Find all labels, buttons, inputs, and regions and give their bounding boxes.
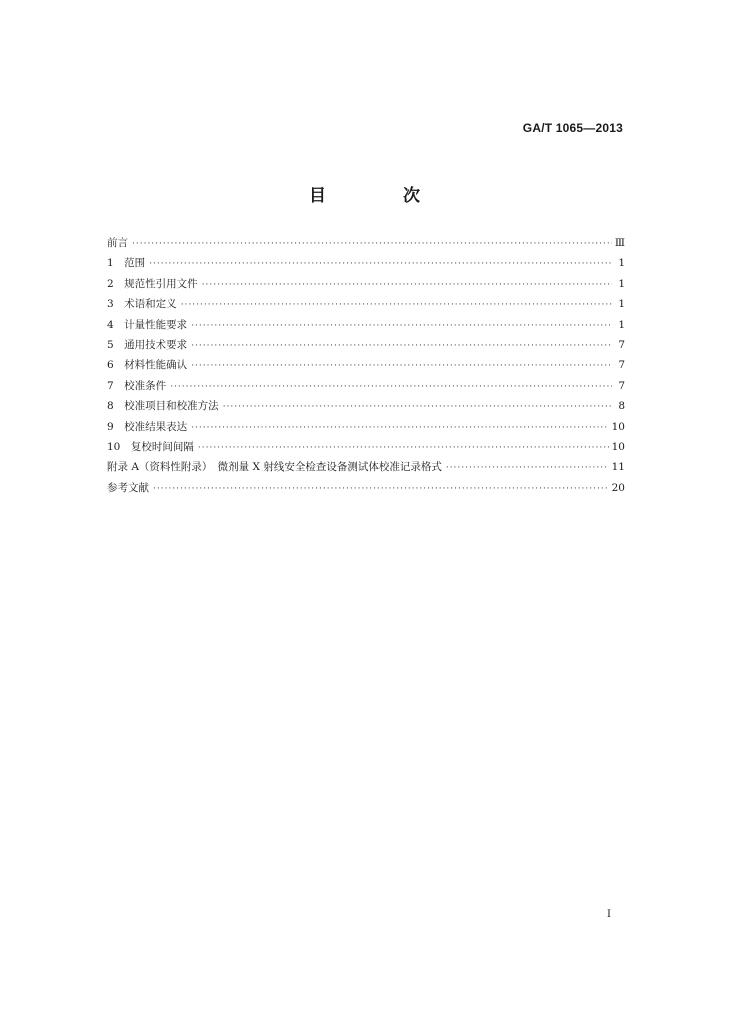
toc-entry-page: 10	[611, 420, 625, 433]
toc-dot-leader	[153, 479, 609, 499]
toc-entry-label: 7 校准条件	[107, 379, 167, 392]
toc-entry-label: 8 校准项目和校准方法	[107, 400, 219, 413]
toc-entry-page: 1	[618, 257, 625, 270]
toc-entry-label: 10 复校时间间隔	[107, 440, 194, 453]
toc-dot-leader	[132, 234, 612, 254]
toc-entry-page: 1	[618, 318, 625, 331]
toc-dot-leader	[446, 458, 609, 478]
toc-entry-label: 附录 A（资料性附录） 微剂量 X 射线安全检查设备测试体校准记录格式	[107, 461, 442, 474]
toc-dot-leader	[191, 418, 608, 438]
toc-entry-bibliography[interactable]	[107, 478, 625, 498]
toc-entry-page: 7	[618, 379, 625, 392]
toc-entry-label: 2 规范性引用文件	[107, 277, 198, 290]
toc-dot-leader	[149, 254, 612, 274]
toc-entry-label: 1 范围	[107, 257, 146, 270]
table-of-contents	[107, 233, 625, 498]
toc-entry-recalibration-interval[interactable]	[107, 437, 625, 457]
toc-entry-calibration-results[interactable]	[107, 417, 625, 437]
toc-entry-label: 5 通用技术要求	[107, 338, 188, 351]
toc-entry-page: 20	[611, 481, 625, 494]
toc-entry-page: 1	[618, 277, 625, 290]
toc-entry-foreword[interactable]	[107, 233, 625, 253]
toc-entry-page: 11	[611, 461, 625, 474]
toc-entry-label: 9 校准结果表达	[107, 420, 188, 433]
toc-dot-leader	[202, 275, 612, 295]
standard-code: GA/T 1065—2013	[522, 121, 623, 135]
toc-entry-page: 7	[618, 338, 625, 351]
page-number: I	[607, 909, 611, 920]
toc-entry-page: 10	[611, 440, 625, 453]
toc-entry-label: 3 术语和定义	[107, 298, 177, 311]
toc-entry-label: 6 材料性能确认	[107, 359, 188, 372]
toc-entry-general-technical-requirements[interactable]	[107, 335, 625, 355]
toc-dot-leader	[181, 295, 612, 315]
toc-entry-scope[interactable]	[107, 253, 625, 273]
toc-entry-appendix-a[interactable]	[107, 457, 625, 477]
toc-entry-label: 参考文献	[107, 481, 149, 494]
toc-entry-calibration-items-methods[interactable]	[107, 396, 625, 416]
toc-dot-leader	[191, 336, 612, 356]
toc-dot-leader	[170, 377, 612, 397]
toc-entry-material-performance[interactable]	[107, 355, 625, 375]
toc-entry-label: 前言	[107, 237, 128, 249]
toc-dot-leader	[191, 356, 612, 376]
toc-dot-leader	[223, 397, 612, 417]
toc-entry-normative-references[interactable]	[107, 274, 625, 294]
toc-entry-page: 1	[618, 298, 625, 311]
toc-entry-terms-definitions[interactable]	[107, 294, 625, 314]
toc-entry-label: 4 计量性能要求	[107, 318, 188, 331]
toc-entry-metrological-requirements[interactable]	[107, 315, 625, 335]
toc-entry-page: Ⅲ	[614, 237, 625, 249]
toc-dot-leader	[191, 316, 612, 336]
toc-entry-page: 7	[618, 359, 625, 372]
toc-entry-calibration-conditions[interactable]	[107, 376, 625, 396]
toc-entry-page: 8	[618, 400, 625, 413]
toc-dot-leader	[198, 438, 609, 458]
page-title: 目 次	[309, 186, 450, 206]
